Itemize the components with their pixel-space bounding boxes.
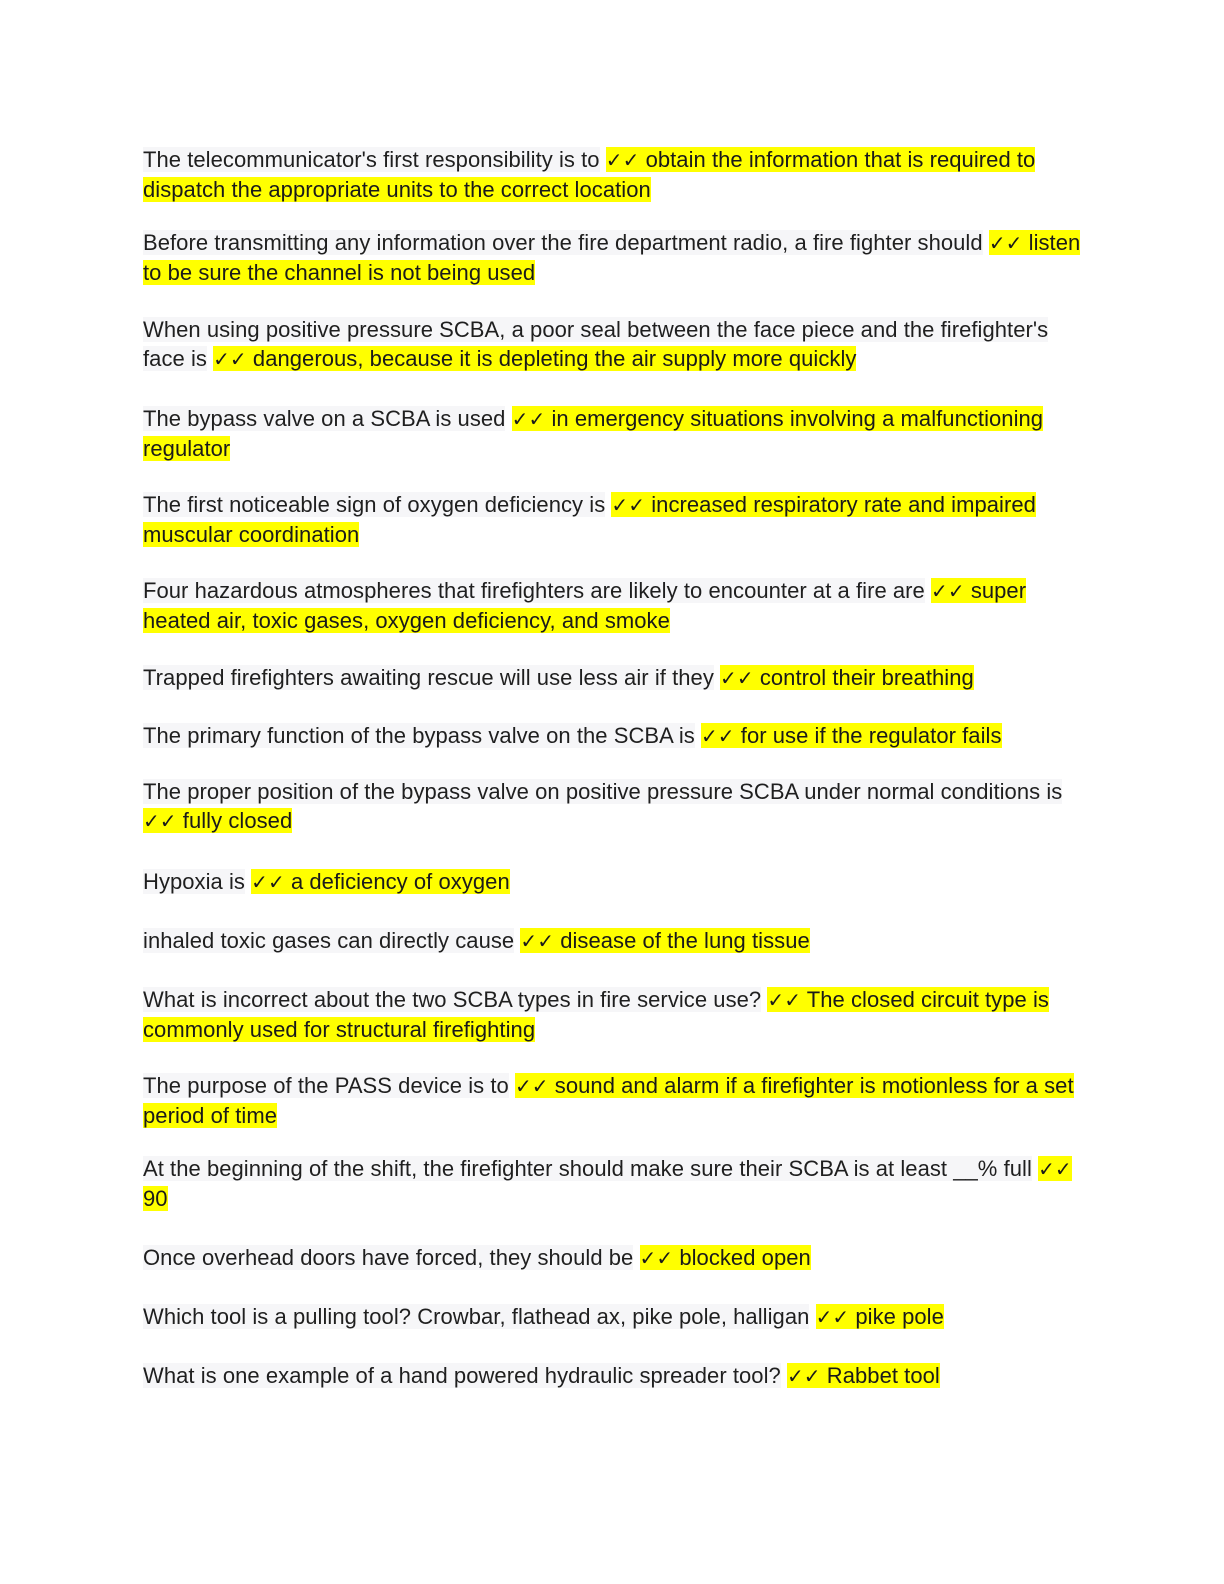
answer-highlight	[720, 665, 974, 690]
question-text: The purpose of the PASS device is to	[143, 1073, 509, 1098]
qa-item	[143, 228, 1083, 287]
qa-item	[143, 926, 1083, 956]
qa-item	[143, 576, 1083, 635]
check-mark-icon: ✓✓	[143, 809, 177, 833]
answer-highlight	[251, 869, 510, 894]
check-mark-icon: ✓✓	[251, 870, 285, 894]
question-text: When using positive pressure SCBA, a poor seal between the face piece and the firefighter's face is	[143, 317, 1049, 371]
question-text: What is incorrect about the two SCBA types in fire service use?	[143, 987, 762, 1012]
answer-text: fully closed	[182, 808, 293, 833]
qa-item	[143, 985, 1083, 1044]
question-text: Four hazardous atmospheres that firefighters are likely to encounter at a fire are	[143, 578, 925, 603]
question-text: What is one example of a hand powered hydraulic spreader tool?	[143, 1363, 781, 1388]
answer-text: obtain the information that is required to dispatch the appropriate units to the correct location	[143, 147, 1036, 202]
check-mark-icon: ✓✓	[815, 1305, 850, 1329]
answer-highlight	[816, 1304, 944, 1329]
qa-item	[143, 867, 1083, 897]
answer-highlight	[520, 928, 809, 953]
check-mark-icon: ✓✓	[639, 1246, 674, 1270]
question-text: The first noticeable sign of oxygen deficiency is	[143, 492, 606, 517]
answer-text: Rabbet tool	[826, 1363, 940, 1388]
check-mark-icon: ✓✓	[786, 1364, 821, 1388]
question-text: At the beginning of the shift, the firefighter should make sure their SCBA is at least __% full	[143, 1156, 1032, 1181]
check-mark-icon: ✓✓	[700, 724, 735, 748]
answer-text: control their breathing	[759, 665, 974, 690]
answer-text: listen to be sure the channel is not being used	[143, 230, 1081, 285]
question-text: Once overhead doors have forced, they should be	[143, 1245, 634, 1270]
question-text: Trapped firefighters awaiting rescue will use less air if they	[143, 665, 714, 690]
question-text: Hypoxia is	[143, 869, 245, 894]
answer-highlight	[143, 808, 292, 833]
qa-item	[143, 315, 1083, 374]
answer-text: increased respiratory rate and impaired muscular coordination	[143, 492, 1036, 547]
answer-highlight	[787, 1363, 940, 1388]
qa-item	[143, 663, 1083, 693]
qa-item	[143, 1071, 1083, 1130]
answer-text: blocked open	[679, 1245, 811, 1270]
qa-item	[143, 1154, 1083, 1213]
qa-item	[143, 1243, 1083, 1273]
answer-text: 90	[143, 1186, 168, 1211]
answer-text: dangerous, because it is depleting the air supply more quickly	[252, 346, 857, 371]
question-text: Before transmitting any information over the fire department radio, a fire fighter should	[143, 230, 983, 255]
check-mark-icon: ✓✓	[931, 579, 965, 603]
question-text: Which tool is a pulling tool? Crowbar, flathead ax, pike pole, halligan	[143, 1304, 810, 1329]
check-mark-icon: ✓✓	[213, 347, 247, 371]
answer-text: sound and alarm if a firefighter is motionless for a set period of time	[143, 1073, 1074, 1128]
answer-highlight	[640, 1245, 811, 1270]
check-mark-icon: ✓✓	[511, 407, 546, 431]
check-mark-icon: ✓✓	[605, 148, 640, 172]
qa-item	[143, 721, 1083, 751]
answer-text: in emergency situations involving a malfunctioning regulator	[143, 406, 1044, 461]
answer-highlight	[213, 346, 856, 371]
answer-text: a deficiency of oxygen	[290, 869, 510, 894]
qa-item	[143, 1302, 1083, 1332]
check-mark-icon: ✓✓	[1038, 1157, 1072, 1181]
answer-text: The closed circuit type is commonly used for structural firefighting	[143, 987, 1049, 1042]
qa-item	[143, 1361, 1083, 1391]
answer-text: super heated air, toxic gases, oxygen deficiency, and smoke	[143, 578, 1027, 633]
answer-text: disease of the lung tissue	[560, 928, 810, 953]
qa-item	[143, 777, 1083, 836]
check-mark-icon: ✓✓	[767, 988, 802, 1012]
check-mark-icon: ✓✓	[720, 666, 754, 690]
check-mark-icon: ✓✓	[988, 231, 1023, 255]
check-mark-icon: ✓✓	[520, 929, 555, 953]
check-mark-icon: ✓✓	[515, 1074, 549, 1098]
check-mark-icon: ✓✓	[611, 493, 646, 517]
answer-highlight	[701, 723, 1002, 748]
question-text: inhaled toxic gases can directly cause	[143, 928, 515, 953]
question-text: The proper position of the bypass valve on positive pressure SCBA under normal conditions is	[143, 779, 1063, 804]
qa-item	[143, 490, 1083, 549]
answer-text: pike pole	[855, 1304, 944, 1329]
answer-text: for use if the regulator fails	[740, 723, 1002, 748]
qa-item	[143, 145, 1083, 204]
question-text: The bypass valve on a SCBA is used	[143, 406, 506, 431]
question-text: The telecommunicator's first responsibility is to	[143, 147, 600, 172]
question-text: The primary function of the bypass valve on the SCBA is	[143, 723, 695, 748]
qa-item	[143, 404, 1083, 463]
